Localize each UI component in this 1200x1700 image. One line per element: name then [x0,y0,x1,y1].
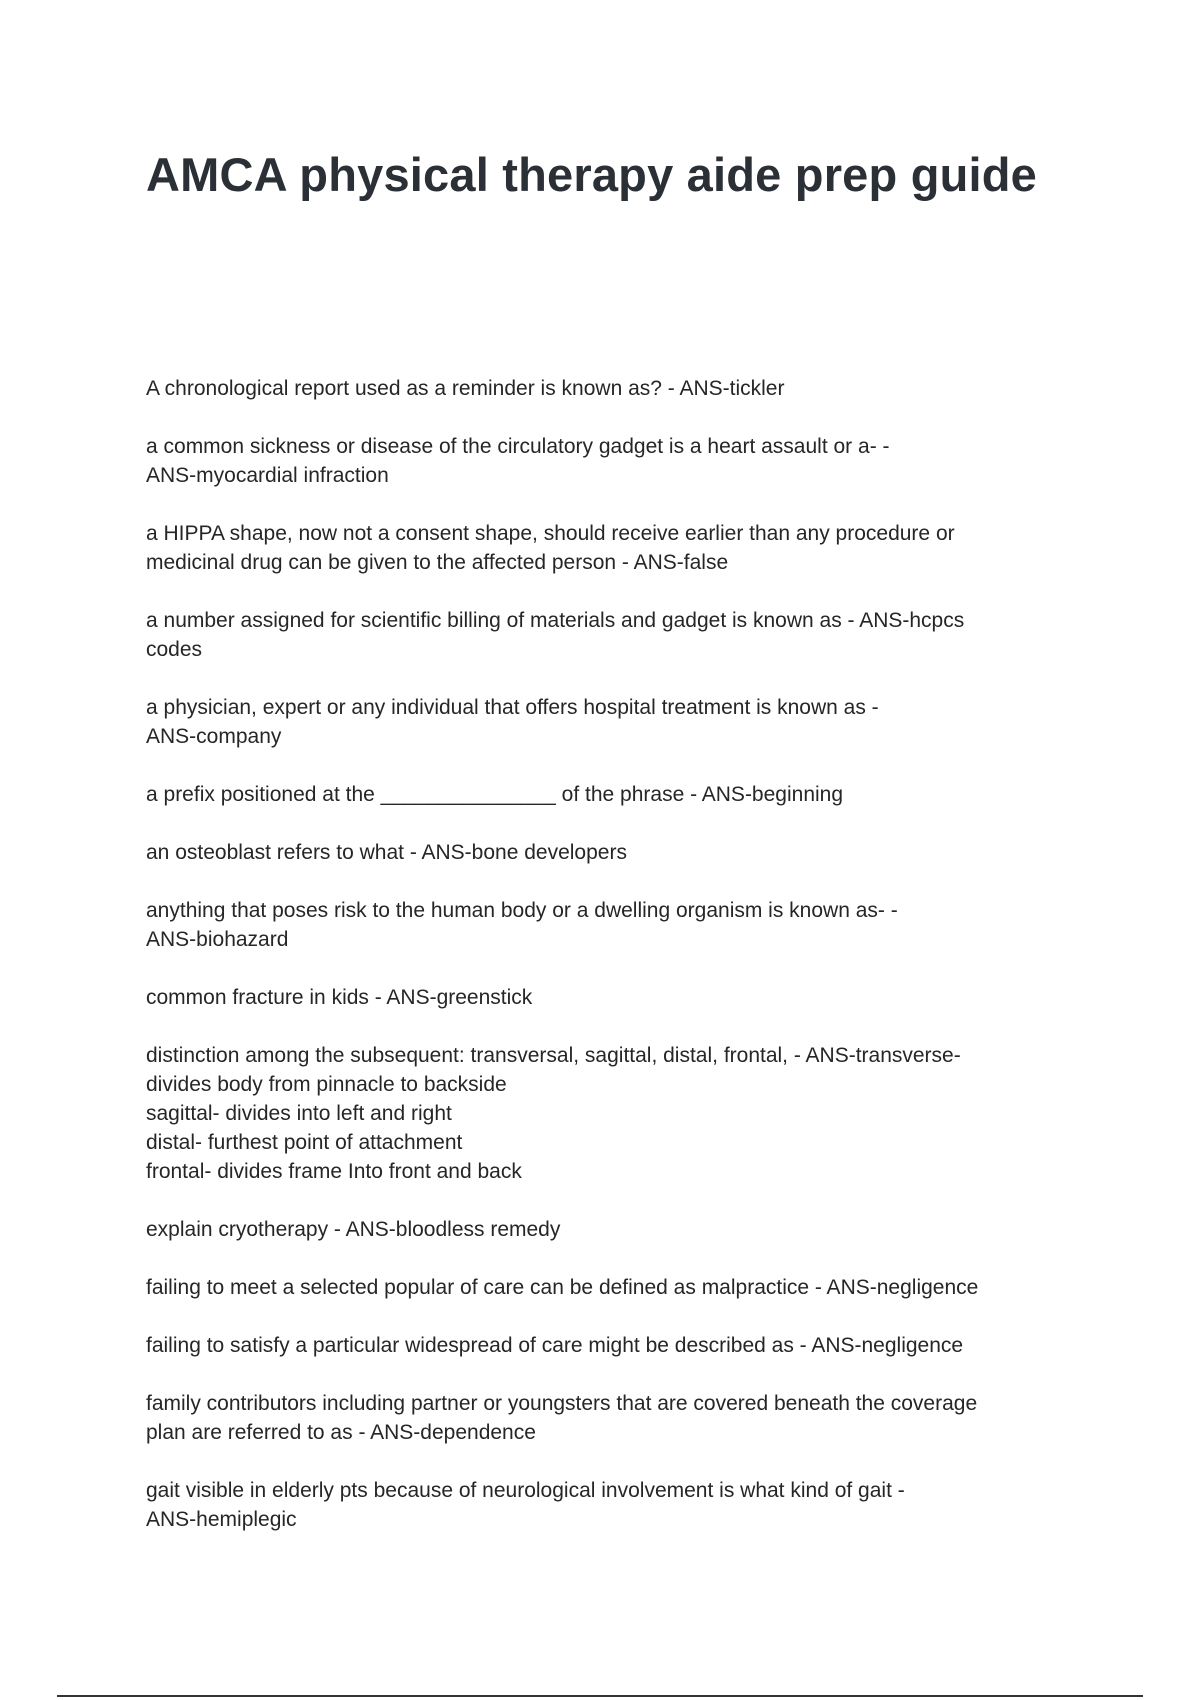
question-answer-list [146,374,1046,1563]
qa-item: anything that poses risk to the human body or a dwelling organism is known as- - ANS-biohazard [146,899,898,951]
document-title: AMCA physical therapy aide prep guide [146,148,1038,201]
qa-item: a HIPPA shape, now not a consent shape, should receive earlier than any procedure or medicinal drug can be given to the affected person - ANS-false [146,522,955,574]
qa-item: failing to meet a selected popular of care can be defined as malpractice - ANS-negligence [146,1276,979,1299]
qa-item: a number assigned for scientific billing of materials and gadget is known as - ANS-hcpcs codes [146,609,965,661]
qa-item: gait visible in elderly pts because of neurological involvement is what kind of gait - ANS-hemiplegic [146,1479,905,1531]
qa-item: failing to satisfy a particular widespread of care might be described as - ANS-negligence [146,1334,964,1357]
qa-item: a physician, expert or any individual that offers hospital treatment is known as - ANS-company [146,696,879,748]
qa-item: a prefix positioned at the _______________ of the phrase - ANS-beginning [146,783,844,806]
footer-divider [57,1695,1143,1697]
qa-item: a common sickness or disease of the circulatory gadget is a heart assault or a- - ANS-myocardial infraction [146,435,890,487]
qa-item: family contributors including partner or youngsters that are covered beneath the coverage plan are referred to as - ANS-dependence [146,1392,978,1444]
qa-item: common fracture in kids - ANS-greenstick [146,986,533,1009]
qa-item: A chronological report used as a reminder is known as? - ANS-tickler [146,377,785,400]
qa-item: distinction among the subsequent: transversal, sagittal, distal, frontal, - ANS-transverse- divides body from pinnacle to backside sagittal- divides into left and right distal- furthest point of attachment frontal- divides frame Into front and back [146,1044,961,1183]
qa-item: an osteoblast refers to what - ANS-bone developers [146,841,627,864]
qa-item: explain cryotherapy - ANS-bloodless remedy [146,1218,561,1241]
